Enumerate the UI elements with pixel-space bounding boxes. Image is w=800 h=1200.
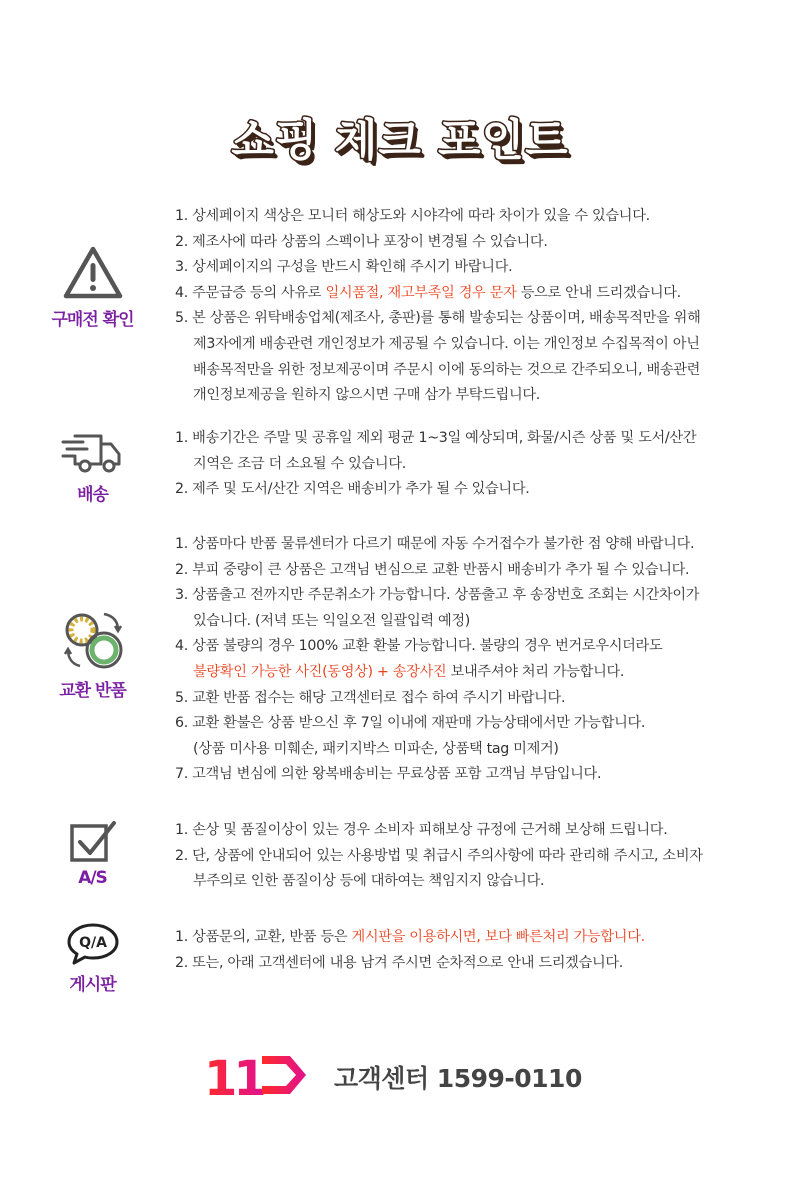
list-item: 5. 본 상품은 위탁배송업체(제조사, 총판)를 통해 발송되는 상품이며, 배송목적만을 위해 bbox=[175, 310, 701, 327]
exchange-cycle-icon bbox=[60, 608, 126, 672]
list-item: 배송목적만을 위한 정보제공이며 주문시 이에 동의하는 것으로 간주되오니, 배송관련 bbox=[193, 361, 701, 378]
list-item: 4. 상품 불량의 경우 100% 교환 환불 가능합니다. 불량의 경우 번거로우시더라도 bbox=[175, 638, 663, 655]
list-item: 1. 상세페이지 색상은 모니터 해상도와 시야각에 따라 차이가 있을 수 있습니다. bbox=[175, 208, 650, 224]
list-item: 2. 부피 중량이 큰 상품은 고객님 변심으로 교환 반품시 배송비가 추가 될 수 있습니다. bbox=[175, 561, 690, 578]
footer bbox=[0, 1045, 800, 1105]
list-item: 2. 제주 및 도서/산간 지역은 배송비가 추가 될 수 있습니다. bbox=[175, 481, 530, 498]
section-label: 구매전 확인 bbox=[51, 310, 134, 330]
list-item: 1. 손상 및 품질이상이 있는 경우 소비자 피해보상 규정에 근거해 보상해 드립니다. bbox=[175, 822, 668, 838]
list-item: 3. 상세페이지의 구성을 반드시 확인해 주시기 바랍니다. bbox=[175, 259, 513, 276]
warning-triangle-icon bbox=[62, 245, 124, 301]
item-list bbox=[175, 925, 775, 976]
list-item: 7. 고객님 변심에 의한 왕복배송비는 무료상품 포함 고객님 부담입니다. bbox=[175, 766, 602, 783]
list-item: 제3자에게 배송관련 개인정보가 제공될 수 있습니다. 이는 개인정보 수집목적이 아닌 bbox=[193, 335, 700, 352]
item-list bbox=[175, 204, 775, 409]
list-item: 2. 또는, 아래 고객센터에 내용 남겨 주시면 순차적으로 안내 드리겠습니다. bbox=[175, 954, 623, 971]
qa-bubble-icon bbox=[66, 922, 120, 966]
delivery-truck-icon bbox=[61, 432, 125, 476]
section-label: 게시판 bbox=[69, 975, 116, 995]
section-label: 교환 반품 bbox=[59, 681, 126, 701]
list-item: 1. 배송기간은 주말 및 공휴일 제외 평균 1~3일 예상되며, 화물/시즌 상품 및 도서/산간 bbox=[175, 430, 697, 446]
11st-logo-icon bbox=[204, 1051, 312, 1099]
section-label: A/S bbox=[78, 868, 107, 888]
svg-text:Q/A: Q/A bbox=[78, 935, 107, 951]
list-item: 2. 제조사에 따라 상품의 스펙이나 포장이 변경될 수 있습니다. bbox=[175, 233, 548, 250]
list-item: 6. 교환 환불은 상품 받으신 후 7일 이내에 재판매 가능상태에서만 가능합니다. bbox=[175, 715, 646, 732]
customer-center-phone: 고객센터 1599-0110 bbox=[334, 1064, 582, 1093]
item-list bbox=[175, 532, 775, 788]
list-item: 있습니다. (저녁 또는 익일오전 일괄입력 예정) bbox=[193, 612, 471, 629]
list-item: (상품 미사용 미훼손, 패키지박스 미파손, 상품택 tag 미제거) bbox=[193, 740, 559, 757]
section-label: 배송 bbox=[77, 485, 108, 505]
list-item: 1. 상품마다 반품 물류센터가 다르기 때문에 자동 수거접수가 불가한 점 양해 바랍니다. bbox=[175, 536, 695, 552]
list-item: 부주의로 인한 품질이상 등에 대하여는 책임지지 않습니다. bbox=[193, 873, 545, 890]
list-item: 1. 상품문의, 교환, 반품 등은 게시판을 이용하시면, 보다 빠른처리 가능합니다. bbox=[175, 929, 645, 945]
list-item: 2. 단, 상품에 안내되어 있는 사용방법 및 취급시 주의사항에 따라 관리해 주시고, 소비자 bbox=[175, 847, 703, 864]
list-item: 개인정보제공을 원하지 않으시면 구매 삼가 부탁드립니다. bbox=[193, 387, 540, 404]
list-item: 불량확인 가능한 사진(동영상) + 송장사진 보내주셔야 처리 가능합니다. bbox=[193, 663, 625, 680]
item-list bbox=[175, 818, 775, 895]
item-list bbox=[175, 426, 775, 503]
list-item: 지역은 조금 더 소요될 수 있습니다. bbox=[193, 455, 406, 472]
list-item: 4. 주문급증 등의 사유로 일시품절, 재고부족일 경우 문자 등으로 안내 드리겠습니다. bbox=[175, 284, 681, 301]
list-item: 5. 교환 반품 접수는 해당 고객센터로 접수 하여 주시기 바랍니다. bbox=[175, 689, 566, 706]
list-item: 3. 상품출고 전까지만 주문취소가 가능합니다. 상품출고 후 송장번호 조회는 시간차이가 bbox=[175, 587, 700, 604]
page-title: 쇼핑 체크 포인트 bbox=[231, 115, 569, 166]
checkbox-icon bbox=[68, 820, 118, 864]
svg-text:11: 11 bbox=[204, 1051, 263, 1099]
